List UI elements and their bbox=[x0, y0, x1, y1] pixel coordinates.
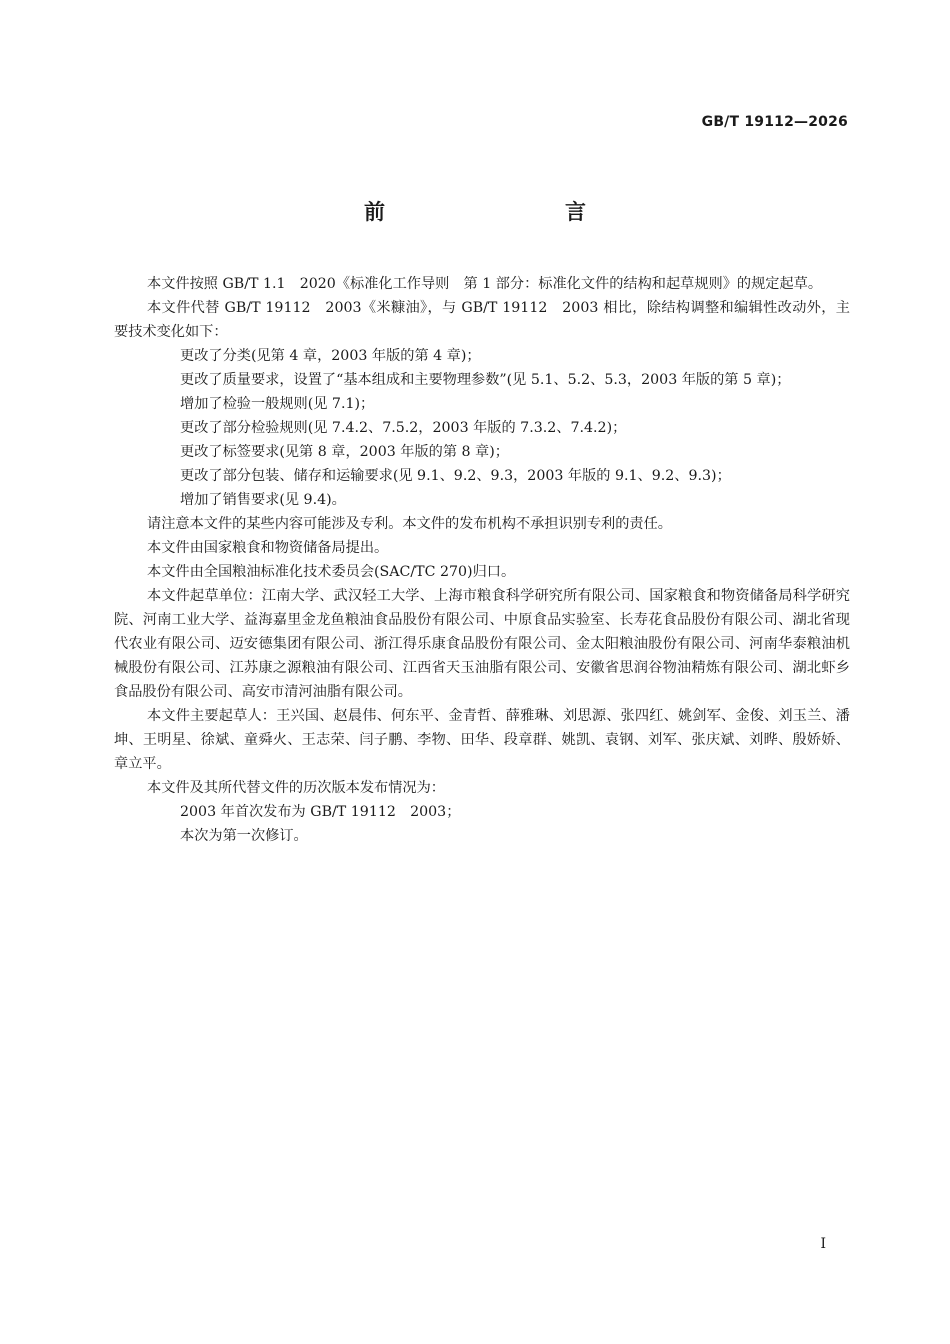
paragraph-patent-notice: 请注意本文件的某些内容可能涉及专利。本文件的发布机构不承担识别专利的责任。 bbox=[147, 516, 672, 532]
change-item: 更改了部分包装、储存和运输要求(见 9.1、9.2、9.3，2003 年版的 9.1、9.2、9.3)； bbox=[180, 468, 731, 484]
history-list bbox=[114, 800, 850, 848]
paragraph-replacement: 本文件代替 GB/T 19112 2003《米糠油》，与 GB/T 19112 2003 相比，除结构调整和编辑性改动外，主要技术变化如下： bbox=[114, 300, 850, 340]
paragraph-drafters: 本文件主要起草人：王兴国、赵晨伟、何东平、金青哲、薛雅琳、刘思源、张四红、姚剑军、金俊、刘玉兰、潘坤、王明星、徐斌、童舜火、王志荣、闫子鹏、李物、田华、段章群、姚凯、袁钢、刘军、张庆斌、刘晔、殷娇娇、章立平。 bbox=[114, 708, 850, 772]
change-item: 更改了部分检验规则(见 7.4.2、7.5.2，2003 年版的 7.3.2、7.4.2)； bbox=[180, 420, 627, 436]
change-item: 增加了检验一般规则(见 7.1)； bbox=[180, 396, 375, 412]
standard-code: GB/T 19112—2026 bbox=[701, 114, 848, 130]
change-item: 更改了标签要求(见第 8 章，2003 年版的第 8 章)； bbox=[180, 444, 509, 460]
paragraph-committee: 本文件由全国粮油标准化技术委员会(SAC/TC 270)归口。 bbox=[147, 564, 516, 580]
change-item: 更改了分类(见第 4 章，2003 年版的第 4 章)； bbox=[180, 348, 481, 364]
change-list bbox=[114, 344, 850, 512]
change-item: 更改了质量要求，设置了“基本组成和主要物理参数”(见 5.1、5.2、5.3，2003 年版的第 5 章)； bbox=[180, 372, 791, 388]
paragraph-drafting-units: 本文件起草单位：江南大学、武汉轻工大学、上海市粮食科学研究所有限公司、国家粮食和物资储备局科学研究院、河南工业大学、益海嘉里金龙鱼粮油食品股份有限公司、中原食品实验室、长寿花食品股份有限公司、湖北省现代农业有限公司、迈安德集团有限公司、浙江得乐康食品股份有限公司、金太阳粮油股份有限公司、河南华泰粮油机械股份有限公司、江苏康之源粮油有限公司、江西省天玉油脂有限公司、安徽省思润谷物油精炼有限公司、湖北虾乡食品股份有限公司、高安市清河油脂有限公司。 bbox=[114, 588, 850, 700]
paragraph-proposer: 本文件由国家粮食和物资储备局提出。 bbox=[147, 540, 389, 556]
paragraph-version-history: 本文件及其所代替文件的历次版本发布情况为： bbox=[147, 780, 445, 796]
change-item: 增加了销售要求(见 9.4)。 bbox=[180, 492, 346, 508]
page-number: I bbox=[820, 1236, 826, 1252]
page-title: 前 言 bbox=[364, 200, 632, 224]
history-item: 2003 年首次发布为 GB/T 19112 2003； bbox=[180, 804, 461, 820]
history-item: 本次为第一次修订。 bbox=[180, 828, 308, 844]
foreword-body bbox=[114, 272, 850, 848]
paragraph-drafting-rules: 本文件按照 GB/T 1.1 2020《标准化工作导则 第 1 部分：标准化文件的结构和起草规则》的规定起草。 bbox=[147, 276, 823, 292]
